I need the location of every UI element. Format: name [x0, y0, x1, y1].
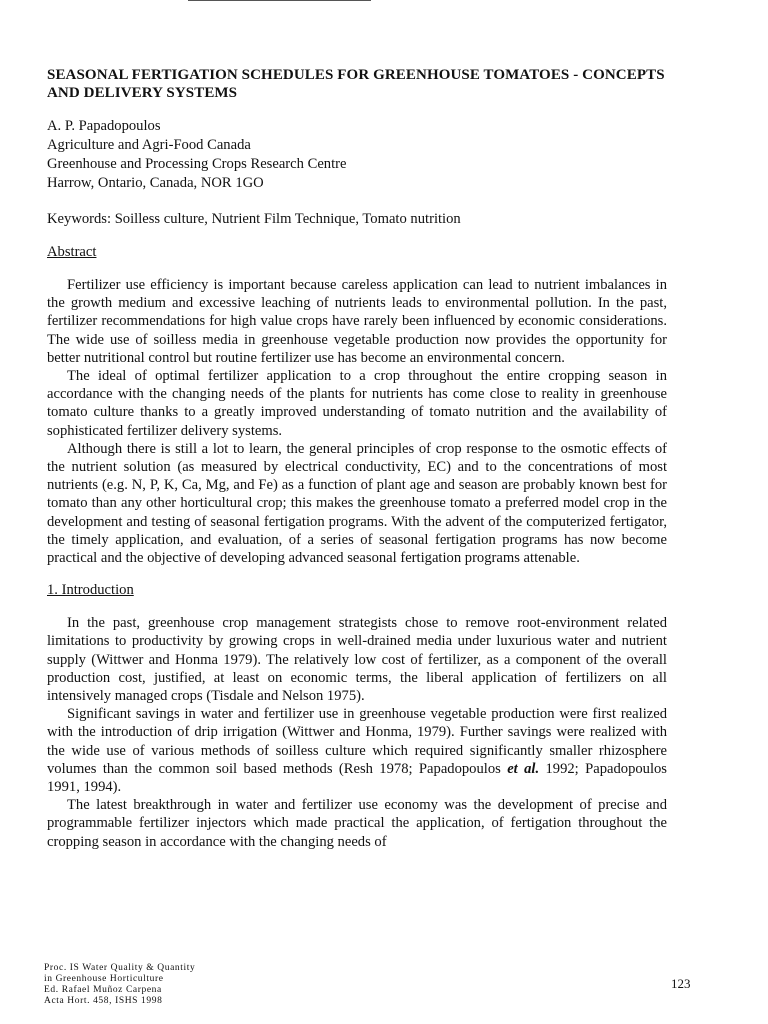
author-name: A. P. Papadopoulos: [47, 118, 161, 134]
affiliation-2: Greenhouse and Processing Crops Research Centre: [47, 156, 347, 172]
author-address: Harrow, Ontario, Canada, NOR 1GO: [47, 175, 264, 191]
footer-line-1: Proc. IS Water Quality & Quantity: [44, 963, 196, 973]
abstract-paragraph-2: The ideal of optimal fertilizer application to a crop throughout the entire cropping season in accordance with the changing needs of the plants for nutrients has come close to reality in greenhouse tomato culture thanks to a greatly improved understanding of tomato nutrition and the availability of sophisticated fertilizer delivery systems.: [47, 368, 667, 439]
page-number: 123: [671, 976, 691, 991]
abstract-paragraph-3: Although there is still a lot to learn, the general principles of crop response to the osmotic effects of the nutrient solution (as measured by electrical conductivity, EC) and to the concentrations of most nutrients (e.g. N, P, K, Ca, Mg, and Fe) as a function of plant age and season are probably known best for tomato than any other horticultural crop; this makes the greenhouse tomato a preferred model crop in the development and testing of seasonal fertigation programs. With the advent of the computerized fertigator, the timely application, and evaluation, of a series of seasonal fertigation programs has now become practical and the objective of developing advanced seasonal fertigation programs attenable.: [47, 440, 667, 567]
keywords-line: Keywords: Soilless culture, Nutrient Film Technique, Tomato nutrition: [47, 211, 461, 227]
top-rule: [188, 0, 371, 1]
paper-page: [47, 66, 667, 851]
introduction-paragraph-1: In the past, greenhouse crop management strategists chose to remove root-environment related limitations to productivity by growing crops in well-drained media under luxurious water and nutrient supply (Wittwer and Honma 1979). The relatively low cost of fertilizer, as a component of the overall production cost, justified, at least on economic terms, the liberal application of fertilizers on all intensively managed crops (Tisdale and Nelson 1975).: [47, 615, 667, 705]
intro-p2-text-a: Significant savings in water and fertilizer use in greenhouse vegetable production were first realized with the introduction of drip irrigation (Wittwer and Honma, 1979). Further savings were realized with the wide use of various methods of soilless culture which required significantly smaller rhizosphere volumes than the common soil based methods (Resh 1978; Papadopoulos: [47, 706, 667, 777]
proceedings-footer: [44, 963, 195, 1007]
intro-p2-text-b: 1992; Papadopoulos 1991, 1994).: [47, 760, 667, 796]
et-al-citation: et al.: [507, 760, 540, 777]
paper-title: SEASONAL FERTIGATION SCHEDULES FOR GREENHOUSE TOMATOES - CONCEPTS AND DELIVERY SYSTEMS: [47, 67, 665, 101]
footer-line-3: Ed. Rafael Muñoz Carpena: [44, 985, 162, 995]
abstract-paragraph-1: Fertilizer use efficiency is important because careless application can lead to nutrient imbalances in the growth medium and excessive leaching of nutrients leads to environmental pollution. In the past, fertilizer recommendations for high value crops have rarely been influenced by economic considerations. The wide use of soilless media in greenhouse vegetable production now provides the opportunity for better nutritional control but routine fertilizer use has become an environmental concern.: [47, 277, 667, 366]
introduction-paragraph-3: The latest breakthrough in water and fertilizer use economy was the development of precise and programmable fertilizer injectors which made practical the application, of fertigation throughout the cropping season in accordance with the changing needs of: [47, 797, 667, 850]
author-block: [47, 117, 667, 193]
introduction-heading: 1. Introduction: [47, 582, 134, 599]
introduction-paragraph-2: [47, 705, 667, 796]
affiliation-1: Agriculture and Agri-Food Canada: [47, 137, 251, 153]
abstract-heading: Abstract: [47, 244, 97, 260]
footer-line-2: in Greenhouse Horticulture: [44, 974, 164, 984]
footer-line-4: Acta Hort. 458, ISHS 1998: [44, 996, 163, 1006]
